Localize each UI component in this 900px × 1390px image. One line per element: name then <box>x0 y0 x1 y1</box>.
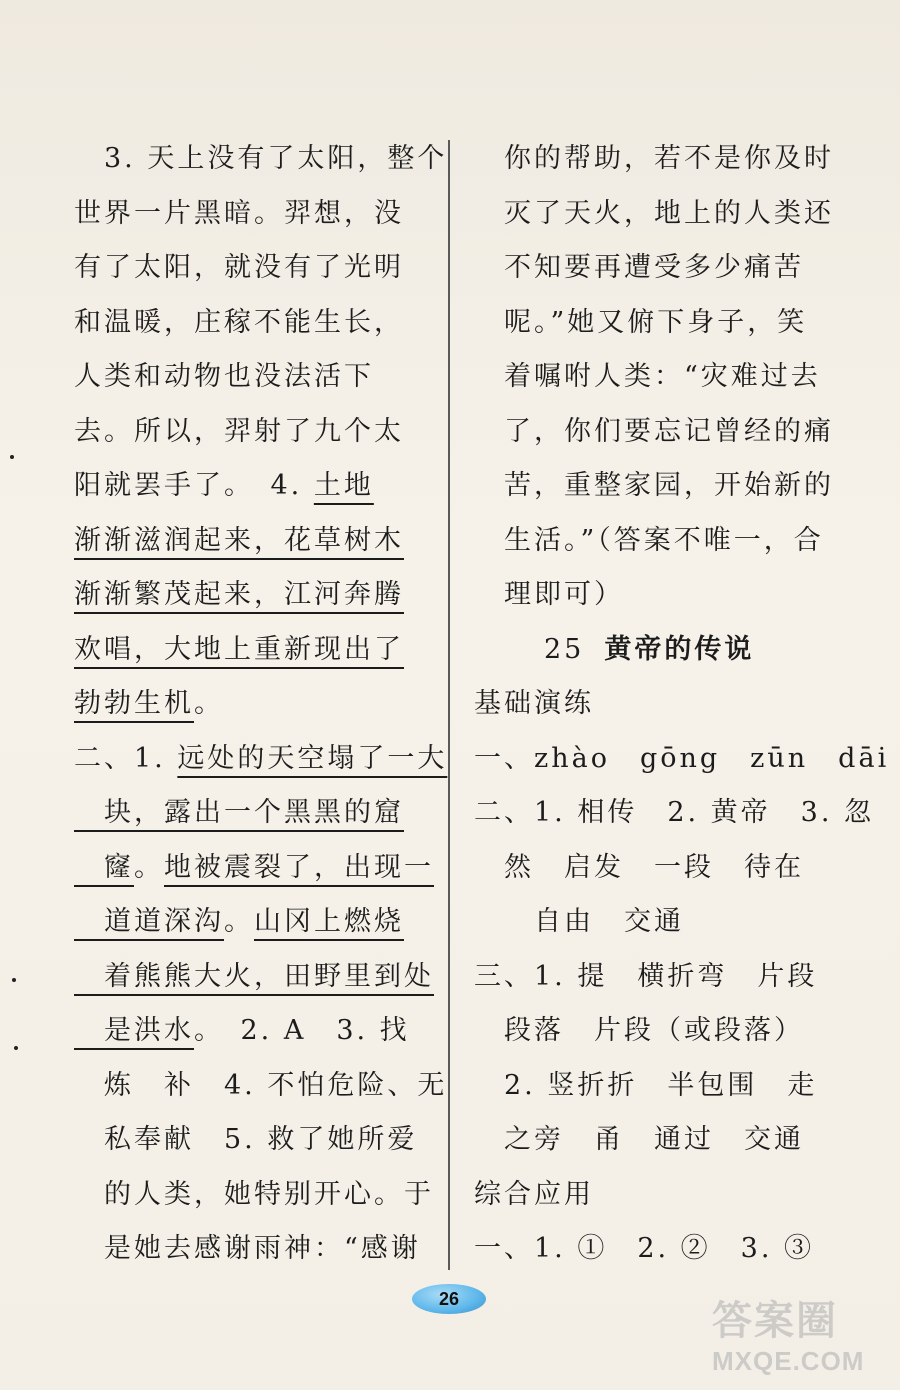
text-line: 呢。”她又俯下身子，笑 <box>474 306 808 338</box>
page-number-badge <box>412 1284 486 1314</box>
text-line <box>74 1004 424 1059</box>
answer-text: 3. 天上没有了太阳，整个 <box>74 143 448 174</box>
text-line <box>74 950 434 1005</box>
answer-text: 有了太阳，就没有了光明 <box>74 252 404 283</box>
text-line: 生活。”（答案不唯一，合 <box>474 524 824 556</box>
answer-text: 。 <box>194 688 224 719</box>
answer-text: 是她去感谢雨神：“感谢 <box>74 1233 421 1264</box>
text-line <box>74 895 424 950</box>
answer-text: 炼 补 4. 不怕危险、无 <box>74 1069 448 1101</box>
scan-speck <box>12 978 16 982</box>
answer-text: 。 <box>224 906 254 937</box>
text-line <box>74 1113 424 1168</box>
answer-text: 。 2. A 3. 找 <box>194 1015 410 1046</box>
text-line: 不知要再遭受多少痛苦 <box>474 252 804 283</box>
text-line <box>74 1059 448 1114</box>
lesson-heading <box>474 623 834 678</box>
text-line <box>74 568 424 623</box>
text-line <box>74 1168 434 1223</box>
answer-text: 私奉献 5. 救了她所爱 <box>74 1124 418 1155</box>
text-line <box>74 132 448 187</box>
scan-speck <box>10 455 14 459</box>
text-line <box>74 350 424 405</box>
lesson-number: 25 <box>544 633 585 665</box>
answer-text: 世界一片黑暗。羿想，没 <box>74 197 404 229</box>
answer-text: 人类和动物也没法活下 <box>74 361 374 392</box>
text-line: 自由 交通 <box>474 906 684 937</box>
underlined-answer: 勃勃生机 <box>74 688 194 719</box>
answer-text: 。 <box>134 851 164 883</box>
underlined-answer: 山冈上燃烧 <box>254 906 404 937</box>
text-line <box>74 841 434 896</box>
lesson-title: 黄帝的传说 <box>604 633 755 665</box>
text-line: 2. 竖折折 半包围 走 <box>474 1069 818 1101</box>
underlined-answer: 渐渐滋润起来，花草树木 <box>74 524 404 556</box>
text-line <box>74 732 448 787</box>
underlined-answer: 着熊熊大火，田野里到处 <box>74 960 434 992</box>
text-line <box>74 514 424 569</box>
text-line: 然 启发 一段 待在 <box>474 851 804 883</box>
text-line: 一、1. ① 2. ② 3. ③ <box>474 1233 815 1264</box>
text-line <box>74 677 424 732</box>
text-line: 二、1. 相传 2. 黄帝 3. 忽 <box>474 797 875 828</box>
underlined-answer: 是洪水 <box>74 1015 194 1046</box>
text-line <box>74 459 424 514</box>
underlined-answer: 地被震裂了，出现一 <box>164 851 434 883</box>
underlined-answer: 土地 <box>313 470 374 501</box>
underlined-answer: 窿 <box>74 851 134 883</box>
left-column <box>74 132 448 1277</box>
text-line: 一、zhào gōng zūn dāi <box>474 742 890 774</box>
text-line: 基础演练 <box>474 688 594 719</box>
text-line <box>74 1222 424 1277</box>
text-line <box>74 241 424 296</box>
underlined-answer: 欢唱，大地上重新现出了 <box>74 633 404 665</box>
text-line: 你的帮助，若不是你及时 <box>474 143 834 174</box>
underlined-answer: 块，露出一个黑黑的窟 <box>74 797 404 828</box>
right-column-lesson-answers <box>474 677 890 1277</box>
text-line: 理即可） <box>474 579 624 610</box>
text-line: 苦，重整家园，开始新的 <box>474 470 834 501</box>
text-line <box>74 623 424 678</box>
underlined-answer: 道道深沟 <box>74 906 224 937</box>
underlined-answer: 远处的天空塌了一大 <box>177 742 448 774</box>
text-line: 之旁 甬 通过 交通 <box>474 1124 804 1155</box>
answer-text: 阳就罢手了。 4. <box>74 470 314 501</box>
watermark-logo <box>712 1296 892 1386</box>
text-line <box>74 405 424 460</box>
right-column <box>474 132 890 1277</box>
text-line: 着嘱咐人类：“灾难过去 <box>474 361 821 392</box>
text-line: 三、1. 提 横折弯 片段 <box>474 960 818 992</box>
text-line <box>74 187 424 242</box>
answer-text: 和温暖，庄稼不能生长， <box>74 306 404 338</box>
answer-text: 去。所以，羿射了九个太 <box>74 415 404 447</box>
column-divider <box>448 140 450 1270</box>
watermark-url: MXQE.COM <box>712 1346 865 1376</box>
answer-text: 二、1. <box>74 742 178 774</box>
text-line: 了，你们要忘记曾经的痛 <box>474 415 834 447</box>
text-line: 段落 片段（或段落） <box>474 1015 804 1046</box>
text-line <box>74 786 424 841</box>
answer-text: 的人类，她特别开心。于 <box>74 1178 434 1210</box>
text-line: 灭了天火，地上的人类还 <box>474 197 834 229</box>
text-line: 综合应用 <box>474 1178 594 1210</box>
watermark-text: 答案圈 <box>712 1299 838 1343</box>
right-column-answers <box>474 132 834 623</box>
underlined-answer: 渐渐繁茂起来，江河奔腾 <box>74 579 404 610</box>
text-line <box>74 296 424 351</box>
page-number: 26 <box>438 1288 460 1309</box>
scan-speck <box>14 1046 18 1050</box>
